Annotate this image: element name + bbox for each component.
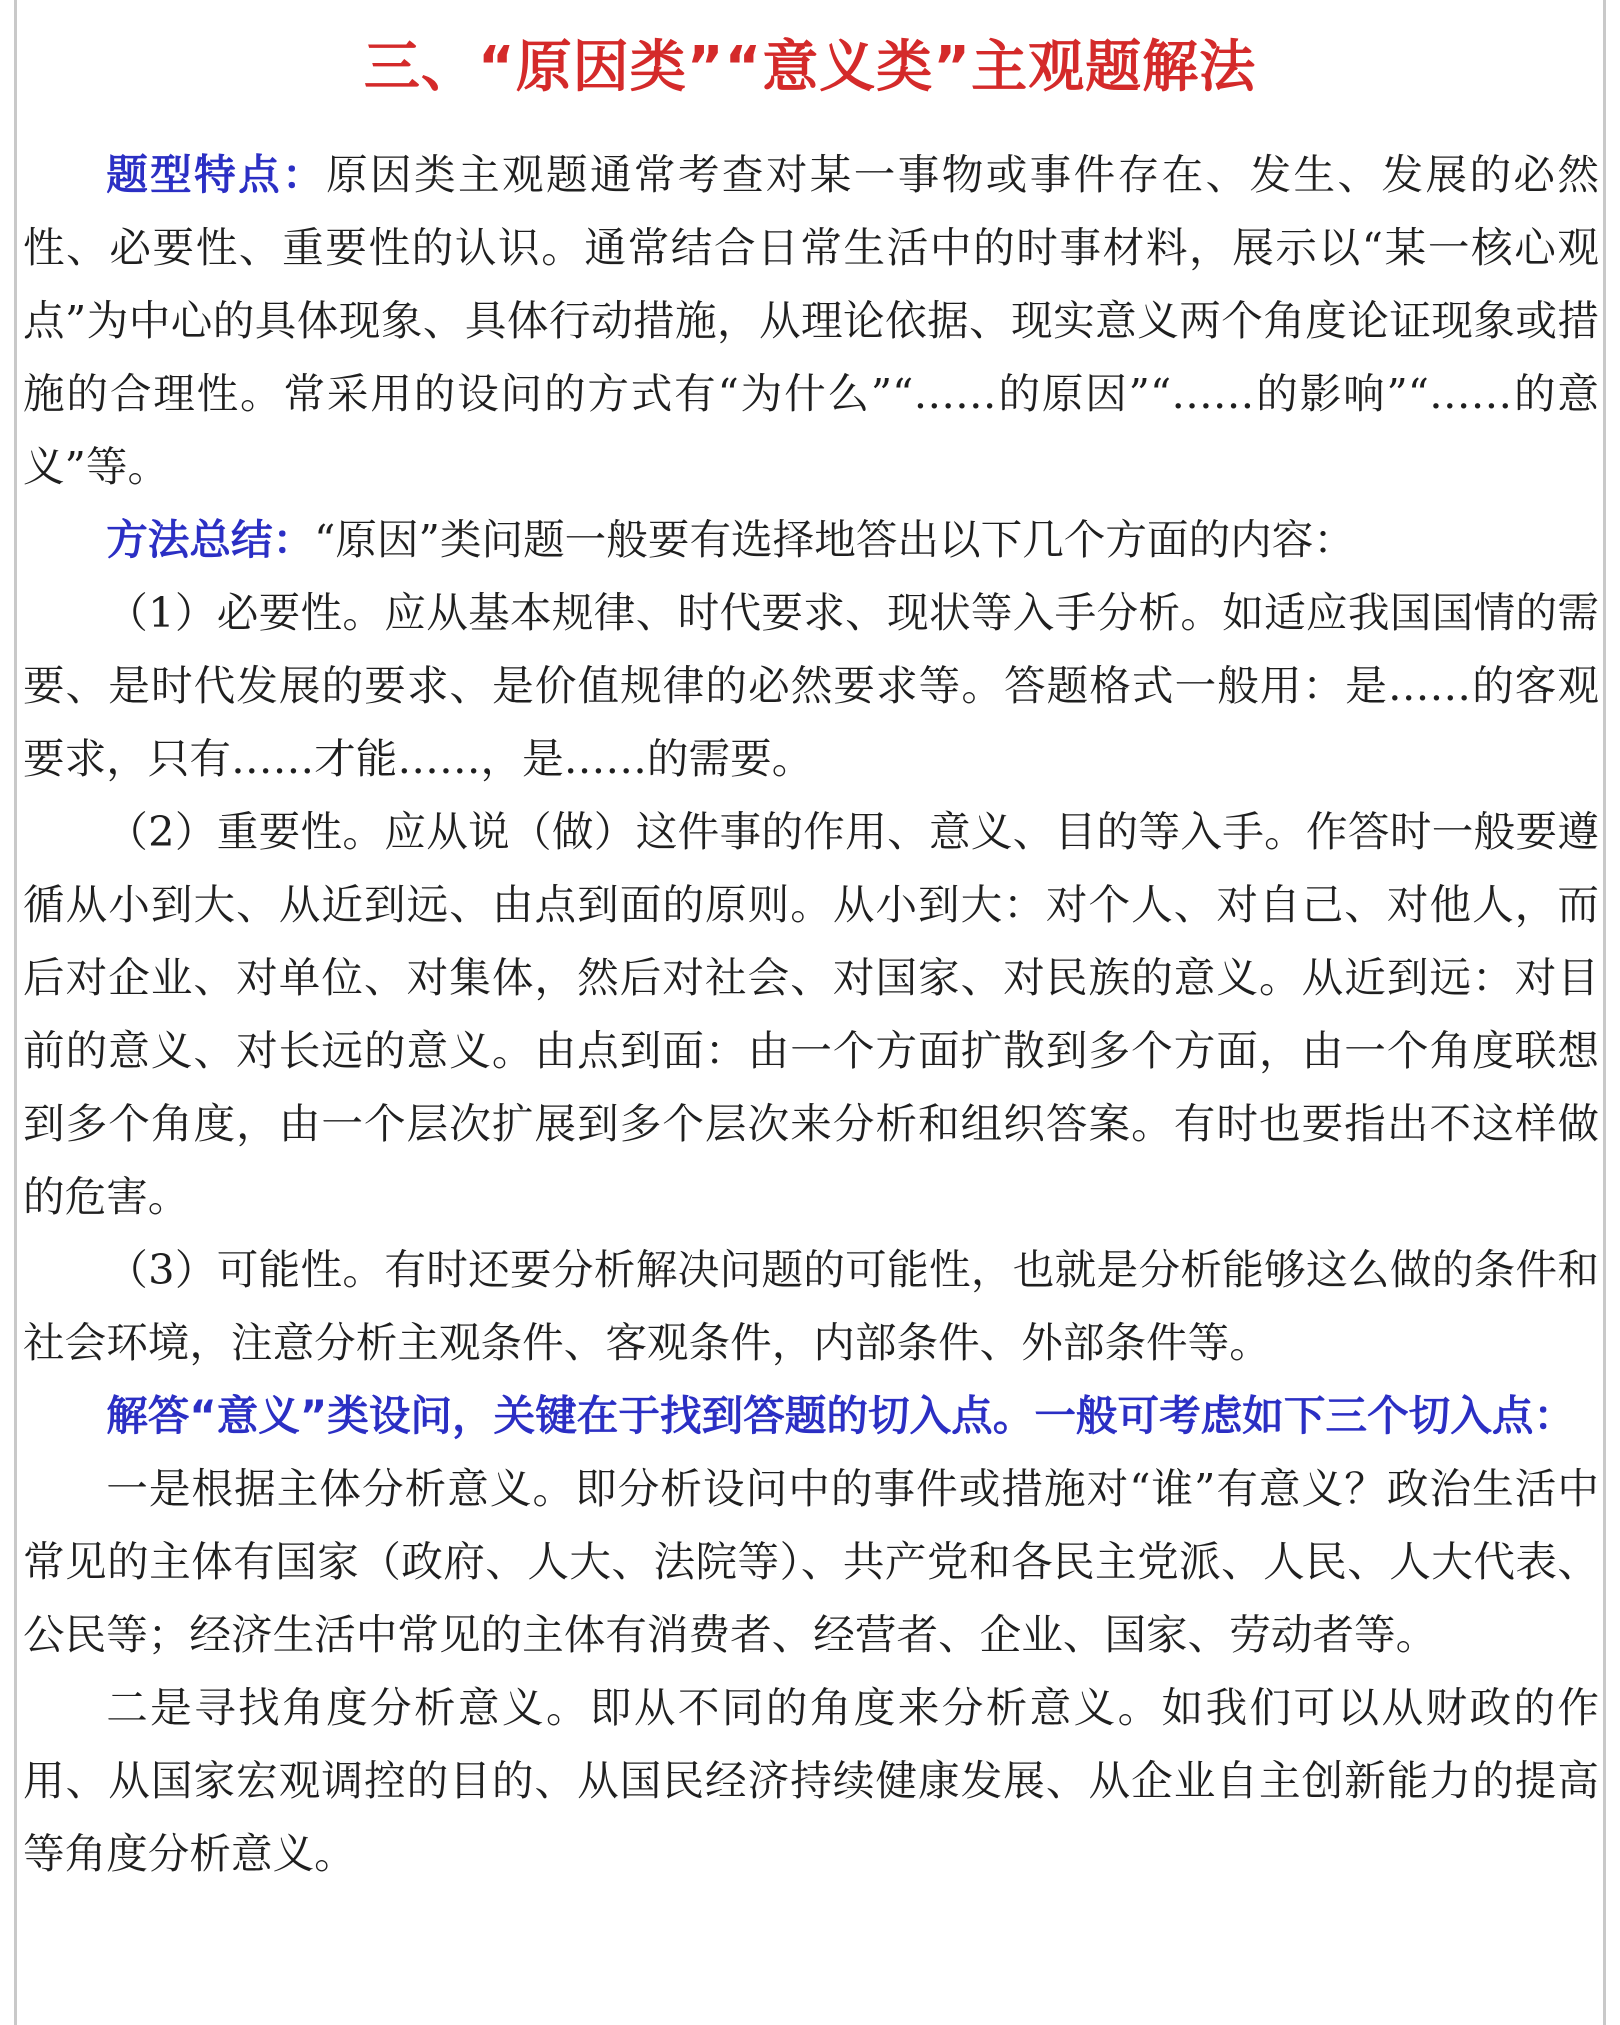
features-label: 题型特点： bbox=[106, 150, 327, 199]
page-title: 三、“原因类”“意义类”主观题解法 bbox=[363, 35, 1257, 100]
method-label: 方法总结： bbox=[106, 515, 315, 564]
features-text: 原因类主观题通常考查对某一事物或事件存在、发生、发展的必然性、必要性、重要性的认识。通常结合日常生活中的时事材料，展示以“某一核心观点”为中心的具体现象、具体行动措施，从理论依据、现实意义两个角度论证现象或措施的合理性。常采用的设问的方式有“为什么”“……的原因”“……的影响”“……的意义”等。 bbox=[23, 150, 1599, 491]
entry-point-subject: 一是根据主体分析意义。即分析设问中的事件或措施对“谁”有意义？政治生活中常见的主体有国家（政府、人大、法院等）、共产党和各民主党派、人民、人大代表、公民等；经济生活中常见的主体有消费者、经营者、企业、国家、劳动者等。 bbox=[23, 1464, 1599, 1659]
document-page bbox=[14, 0, 1606, 2025]
point-possibility: （3）可能性。有时还要分析解决问题的可能性，也就是分析能够这么做的条件和社会环境，注意分析主观条件、客观条件，内部条件、外部条件等。 bbox=[23, 1245, 1599, 1367]
entry-point-angle: 二是寻找角度分析意义。即从不同的角度来分析意义。如我们可以从财政的作用、从国家宏观调控的目的、从国民经济持续健康发展、从企业自主创新能力的提高等角度分析意义。 bbox=[23, 1683, 1599, 1878]
point-necessity: （1）必要性。应从基本规律、时代要求、现状等入手分析。如适应我国国情的需要、是时代发展的要求、是价值规律的必然要求等。答题格式一般用：是……的客观要求，只有……才能……，是……的需要。 bbox=[23, 588, 1599, 783]
method-paragraph bbox=[23, 503, 1599, 576]
method-text: “原因”类问题一般要有选择地答出以下几个方面的内容： bbox=[314, 515, 1355, 564]
document-body bbox=[23, 138, 1599, 1890]
features-paragraph bbox=[23, 138, 1599, 503]
point-importance: （2）重要性。应从说（做）这件事的作用、意义、目的等入手。作答时一般要遵循从小到大、从近到远、由点到面的原则。从小到大：对个人、对自己、对他人，而后对企业、对单位、对集体，然后对社会、对国家、对民族的意义。从近到远：对目前的意义、对长远的意义。由点到面：由一个方面扩散到多个方面，由一个角度联想到多个角度，由一个层次扩展到多个层次来分析和组织答案。有时也要指出不这样做的危害。 bbox=[23, 807, 1599, 1221]
meaning-heading: 解答“意义”类设问，关键在于找到答题的切入点。一般可考虑如下三个切入点： bbox=[106, 1391, 1576, 1440]
